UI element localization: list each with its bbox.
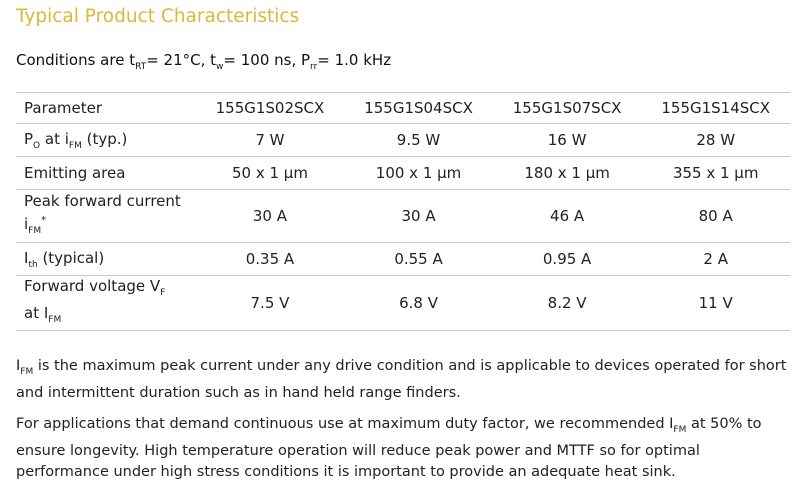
characteristics-table — [16, 92, 790, 331]
conditions-t-subscript: RT — [135, 62, 147, 72]
peak-fm-sub: FM — [28, 226, 42, 236]
footnote-applications — [16, 414, 796, 483]
conditions-p-subscript: rr — [310, 62, 318, 72]
row-label-forward-voltage — [16, 276, 196, 331]
po-at-i: at i — [40, 129, 69, 148]
peak-line2 — [24, 211, 196, 241]
page-title: Typical Product Characteristics — [16, 6, 300, 27]
ith-i: I — [24, 248, 29, 267]
conditions-prefix: Conditions are t — [16, 51, 136, 69]
footnote2-text-b: at 50% to ensure longevity. High temperature operation will reduce peak power and MTTF so for optimal performance under high stress conditions it is important to provide an adequate heat sink. — [16, 416, 762, 480]
table-row — [16, 124, 790, 157]
table-cell: 0.35 A — [196, 243, 345, 276]
table-cell: 180 x 1 μm — [493, 157, 642, 190]
header-model: 155G1S02SCX — [196, 93, 345, 124]
header-model: 155G1S14SCX — [641, 93, 790, 124]
peak-line1: Peak forward current — [24, 192, 181, 210]
header-parameter: Parameter — [16, 93, 196, 124]
conditions-w-subscript: w — [216, 62, 224, 72]
ith-th-sub: th — [28, 259, 38, 270]
table-cell: 9.5 W — [344, 124, 493, 157]
footnote1-i: I — [16, 358, 21, 374]
table-cell: 8.2 V — [493, 276, 642, 331]
conditions-p-value: = 1.0 kHz — [317, 51, 392, 69]
table-row — [16, 276, 790, 331]
row-label-peak-current — [16, 190, 196, 243]
header-model: 155G1S07SCX — [493, 93, 642, 124]
table-cell: 16 W — [493, 124, 642, 157]
fv-line1 — [24, 276, 196, 303]
peak-i: i — [24, 215, 29, 233]
table-row — [16, 243, 790, 276]
conditions-line — [16, 51, 391, 72]
conditions-t-value: = 21°C, t — [146, 51, 217, 69]
table-row — [16, 190, 790, 243]
fv-line2 — [24, 303, 196, 330]
table-cell: 46 A — [493, 190, 642, 243]
header-model: 155G1S04SCX — [344, 93, 493, 124]
peak-star: * — [41, 215, 47, 226]
table-cell: 7.5 V — [196, 276, 345, 331]
table-cell: 6.8 V — [344, 276, 493, 331]
table-cell: 11 V — [641, 276, 790, 331]
po-p: P — [24, 129, 34, 148]
row-label-po — [16, 124, 196, 157]
table-cell: 100 x 1 μm — [344, 157, 493, 190]
footnote2-fm-sub: FM — [673, 425, 687, 435]
fv-text: Forward voltage V — [24, 277, 161, 295]
row-label-ith — [16, 243, 196, 276]
footnotes — [16, 356, 796, 493]
table-cell: 7 W — [196, 124, 345, 157]
table-cell: 50 x 1 μm — [196, 157, 345, 190]
fv-fm-sub: FM — [48, 315, 62, 325]
po-p-sub: O — [33, 140, 41, 151]
footnote1-fm-sub: FM — [20, 367, 34, 377]
footnote1-text: is the maximum peak current under any drive condition and is applicable to devices operated for short and intermittent duration such as in hand held range finders. — [16, 358, 787, 401]
table-cell: 0.95 A — [493, 243, 642, 276]
ith-typical: (typical) — [37, 248, 105, 267]
table-row — [16, 157, 790, 190]
table-cell: 355 x 1 μm — [641, 157, 790, 190]
footnote2-text-a: For applications that demand continuous use at maximum duty factor, we recommended I — [16, 416, 674, 432]
table-cell: 2 A — [641, 243, 790, 276]
table-cell: 28 W — [641, 124, 790, 157]
fv-f-sub: F — [160, 288, 166, 298]
table-cell: 80 A — [641, 190, 790, 243]
table-cell: 30 A — [344, 190, 493, 243]
table-header-row — [16, 93, 790, 124]
fv-at-i: at I — [24, 304, 49, 322]
table-cell: 30 A — [196, 190, 345, 243]
po-fm-sub: FM — [68, 140, 82, 151]
conditions-w-value: = 100 ns, P — [223, 51, 311, 69]
po-typ: (typ.) — [81, 129, 128, 148]
row-label-emitting-area: Emitting area — [16, 157, 196, 190]
footnote-ifm — [16, 356, 796, 404]
table-cell: 0.55 A — [344, 243, 493, 276]
